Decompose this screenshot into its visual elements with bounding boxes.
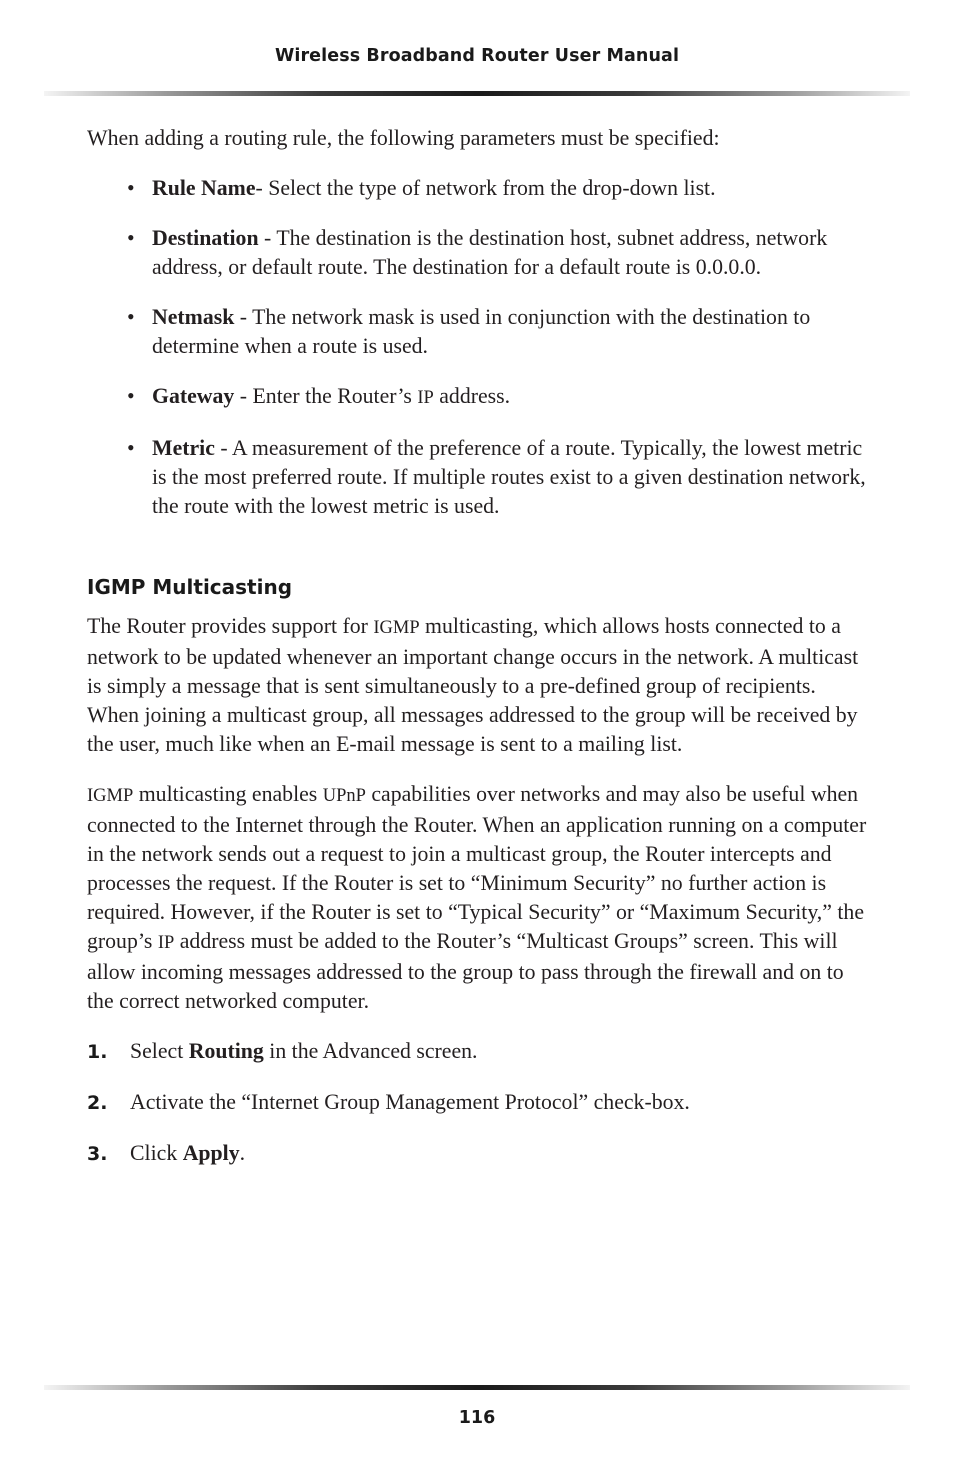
step-item: 1. Select Routing in the Advanced screen. [87, 1037, 872, 1066]
footer-rule [44, 1385, 910, 1390]
list-item: • Metric - A measurement of the preference of a route. Typically, the lowest metric is the most preferred route. If multiple routes exist to a given destination network, the route with the lowest metric is used. [127, 436, 866, 518]
bullet-icon: • [127, 384, 135, 408]
bullet-icon: • [127, 226, 135, 250]
term-destination: Destination [152, 226, 259, 250]
step-number: 3. [87, 1143, 108, 1165]
routing-parameters-list [87, 174, 872, 521]
intro-paragraph: When adding a routing rule, the following parameters must be specified: [87, 126, 720, 150]
step-item: 3. Click Apply. [87, 1139, 872, 1168]
bullet-icon: • [127, 305, 135, 329]
list-item: • Netmask - The network mask is used in conjunction with the destination to determine when a route is used. [127, 305, 811, 358]
bullet-icon: • [127, 436, 135, 460]
page-header-title: Wireless Broadband Router User Manual [274, 46, 680, 66]
step-number: 1. [87, 1041, 108, 1063]
page-number: 116 [458, 1408, 496, 1428]
list-item: • Gateway - Enter the Router’s IP address. [152, 382, 872, 413]
list-item: • Destination - The destination is the destination host, subnet address, network address, or default route. The destination for a default route is 0.0.0.0. [127, 226, 828, 279]
header-rule [44, 91, 910, 96]
term-netmask: Netmask [152, 305, 235, 329]
term-gateway: Gateway [152, 384, 235, 408]
term-metric: Metric [152, 436, 215, 460]
step-number: 2. [87, 1092, 108, 1114]
page-content [87, 124, 872, 1190]
bullet-icon: • [127, 176, 135, 200]
step-item: 2. Activate the “Internet Group Management Protocol” check-box. [87, 1088, 872, 1117]
igmp-paragraph-1: The Router provides support for IGMP multicasting, which allows hosts connected to a network to be updated whenever an important change occurs in the network. A multicast is simply a message that is sent simultaneously to a pre-defined group of recipients. When joining a multicast group, all messages addressed to the group will be received by the user, much like when an E-mail message is sent to a mailing list. [87, 614, 859, 756]
term-rule-name: Rule Name [152, 176, 256, 200]
list-item: • Rule Name- Select the type of network from the drop-down list. [152, 174, 872, 203]
steps-list [87, 1037, 872, 1168]
section-heading: IGMP Multicasting [87, 575, 293, 599]
igmp-paragraph-2: IGMP multicasting enables UPnP capabilities over networks and may also be useful when connected to the Internet through the Router. When an application running on a computer in the network sends out a request to join a multicast group, the Router intercepts and processes the request. If the Router is set to “Minimum Security” no further action is required. However, if the Router is set to “Typical Security” or “Maximum Security,” the group’s IP address must be added to the Router’s “Multicast Groups” screen. This will allow incoming messages addressed to the group to pass through the firewall and on to the correct networked computer. [87, 782, 867, 1013]
